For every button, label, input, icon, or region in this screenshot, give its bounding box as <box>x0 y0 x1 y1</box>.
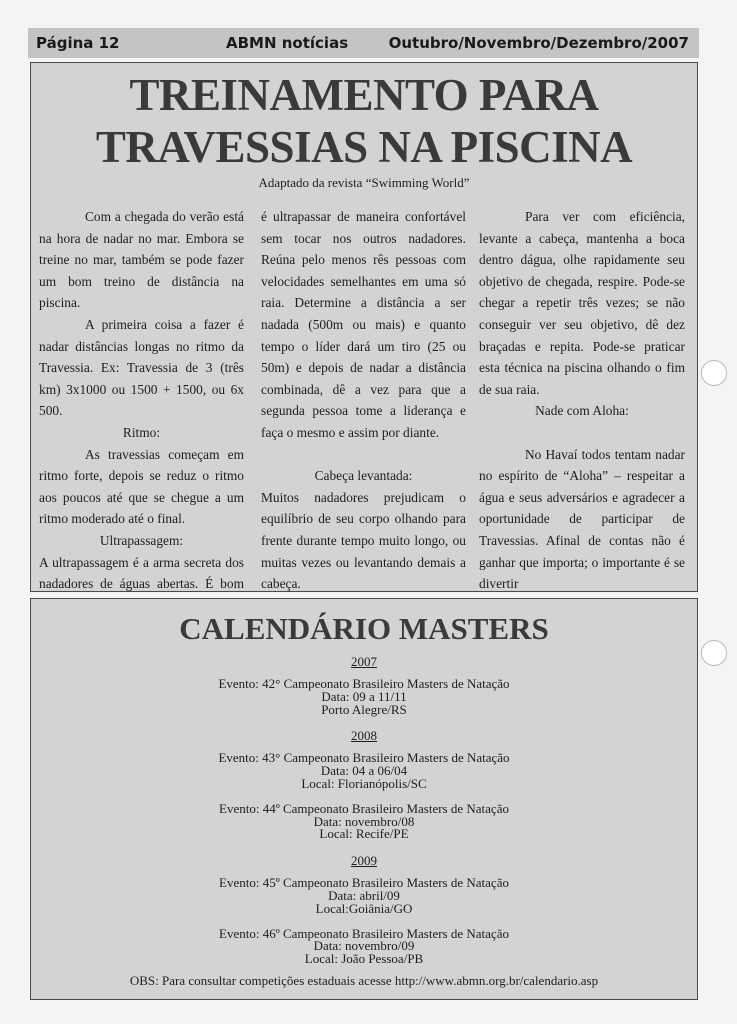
calendar-note: OBS: Para consultar competições estaduais acesse http://www.abmn.org.br/calendario.asp <box>129 973 599 988</box>
event-entry <box>31 877 697 915</box>
punch-hole <box>701 360 727 386</box>
paragraph: Para ver com eficiência, levante a cabeça, mantenha a boca dentro dágua, olhe rapidamente seu objetivo de chegada, respire. Pode-se chegar a repetir três vezes; se não conseguir ver seu objetivo, dê dez braçadas e repita. Pode-se praticar esta técnica na piscina olhando o fim de sua raia. <box>479 209 685 397</box>
paragraph: A primeira coisa a fazer é nadar distâncias longas no ritmo da Travessia. Ex: Travessia de 3 (três km) 3x1000 ou 1500 + 1500, ou 6x 500. <box>39 316 244 419</box>
article-title <box>31 69 697 173</box>
year-heading: 2007 <box>351 654 377 669</box>
paragraph: Muitos nadadores prejudicam o equilíbrio de seu corpo olhando para frente durante tempo muito longo, ou muitas vezes ou levantando demais a cabeça. <box>261 489 466 592</box>
event-date: Data: novembro/08 <box>313 813 415 829</box>
article-column-3 <box>479 206 685 595</box>
event-location: Local: Recife/PE <box>319 826 409 842</box>
event-name: Evento: 45º Campeonato Brasileiro Masters de Natação <box>219 875 509 891</box>
event-name: Evento: 42° Campeonato Brasileiro Masters de Natação <box>218 676 510 691</box>
article-column-2 <box>261 206 466 595</box>
event-location: Porto Alegre/RS <box>321 701 407 717</box>
year-heading: 2008 <box>351 728 377 744</box>
event-name: Evento: 43° Campeonato Brasileiro Masters de Natação <box>218 750 510 766</box>
article-title-line2: TRAVESSIAS NA PISCINA <box>95 122 633 172</box>
event-location: Local: Florianópolis/SC <box>301 775 427 791</box>
publication-name: ABMN notícias <box>226 34 349 52</box>
paragraph: é ultrapassar de maneira confortável sem tocar nos outros nadadores. Reúna pelo menos rês pessoas com velocidades semelhantes em uma só raia. Determine a distância a ser nadada (500m ou mais) e quanto tempo o líder dará um tiro (25 ou 50m) e depois de nadar a distância combinada, dê a vez para que a segunda pessoa tome a liderança e faça o mesmo e assim por diante. <box>261 209 466 440</box>
section-heading: Ultrapassagem: <box>99 532 184 548</box>
paragraph: As travessias começam em ritmo forte, depois se reduz o ritmo aos poucos até que se chegue a um ritmo moderado até o final. <box>39 446 244 527</box>
calendar-title: CALENDÁRIO MASTERS <box>179 611 549 646</box>
year-heading: 2009 <box>351 853 377 869</box>
event-entry <box>31 752 697 790</box>
event-location: Local:Goiânia/GO <box>315 900 413 916</box>
section-heading: Cabeça levantada: <box>314 468 413 484</box>
event-name: Evento: 44º Campeonato Brasileiro Masters de Natação <box>219 800 509 816</box>
paragraph: No Havaí todos tentam nadar no espírito de “Aloha” – respeitar a água e seus adversários e agradecer a oportunidade de participar de Travessias. Afinal de contas não é ganhar que importa; o importante é se divertir <box>479 446 685 592</box>
calendar-list <box>31 651 697 978</box>
article-box <box>30 62 698 592</box>
event-location: Local: João Pessoa/PB <box>304 951 424 967</box>
paragraph: A ultrapassagem é a arma secreta dos nadadores de águas abertas. É bom <box>39 554 244 592</box>
calendar-box <box>30 598 698 1000</box>
article-column-1 <box>39 206 244 616</box>
article-subtitle: Adaptado da revista “Swimming World” <box>258 175 470 190</box>
punch-hole <box>701 640 727 666</box>
page-header <box>28 28 699 58</box>
page-number: Página 12 <box>36 34 120 52</box>
event-date: Data: novembro/09 <box>313 938 415 954</box>
event-date: Data: 09 a 11/11 <box>321 688 407 704</box>
event-name: Evento: 46º Campeonato Brasileiro Masters de Natação <box>219 925 509 941</box>
event-entry <box>31 678 697 716</box>
event-entry <box>31 925 697 967</box>
paragraph: Com a chegada do verão está na hora de nadar no mar. Embora se treine no mar, também se pode fazer um bom treino de distância na piscina. <box>39 209 244 311</box>
section-heading: Nade com Aloha: <box>535 403 629 419</box>
event-date: Data: abril/09 <box>328 887 400 903</box>
event-entry <box>31 800 697 842</box>
issue-date: Outubro/Novembro/Dezembro/2007 <box>388 34 689 52</box>
article-title-line1: TREINAMENTO PARA <box>129 70 599 120</box>
event-date: Data: 04 a 06/04 <box>320 763 408 779</box>
section-heading: Ritmo: <box>122 424 161 440</box>
